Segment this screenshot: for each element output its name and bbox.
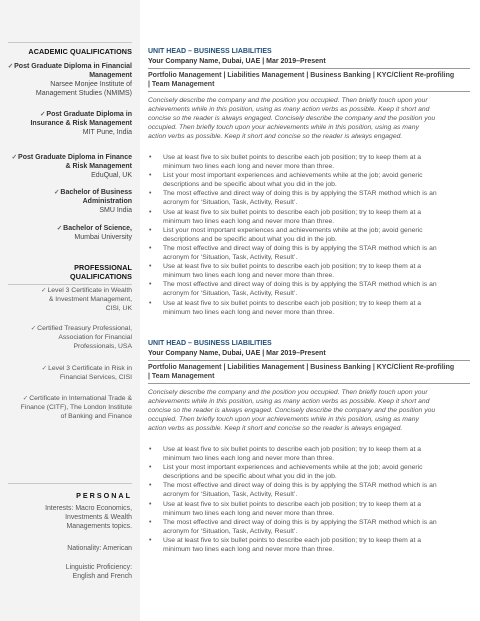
list-item: • List your most important experiences and achievements while at the job; avoid generic descriptions and be specific about what you did in the job. bbox=[149, 464, 423, 481]
professional-section-title: PROFESSIONAL QUALIFICATIONS bbox=[70, 263, 132, 281]
check-icon: ✓ bbox=[30, 325, 37, 332]
check-icon: ✓ bbox=[56, 225, 63, 232]
job-skills: Portfolio Management | Liabilities Management | Business Banking | KYC/Client Re-profiling | Team Management bbox=[148, 72, 455, 88]
divider bbox=[8, 284, 132, 285]
certification-item: ✓Level 3 Certificate in Wealth & Investment Management, CISI, UK bbox=[41, 287, 132, 312]
divider bbox=[148, 68, 470, 69]
list-item: • Use at least five to six bullet points to describe each job position; try to keep them at a minimum two lines each long and never more than three. bbox=[149, 536, 422, 554]
education-item: ✓Post Graduate Diploma in Financial Management Narsee Monjee Institute of Management Studies (NMIMS) bbox=[7, 63, 132, 97]
certification-item: ✓Certificate in International Trade & Finance (CITF), The London Institute of Banking and Finance bbox=[20, 395, 132, 420]
check-icon: ✓ bbox=[53, 189, 60, 196]
check-icon: ✓ bbox=[41, 365, 48, 372]
job-company: Your Company Name, Dubai, UAE | Mar 2019–Present bbox=[148, 58, 326, 65]
divider bbox=[8, 42, 132, 43]
list-item: • Use at least five to six bullet points to describe each job position; try to keep them at a minimum two lines each long and never more than three. bbox=[149, 500, 422, 517]
job-summary: Concisely describe the company and the position you occupied. Then briefly touch upon your achievements while in this position, using as many action verbs as possible. Keep it short and concise so the reader is always engaged. Concisely describe the company and the position you occupied. Then briefly touch upon your achievements while in this position, using as many action verbs as possible. Keep it short and concise so the reader is always engaged. bbox=[148, 389, 436, 433]
check-icon: ✓ bbox=[41, 287, 47, 294]
list-item: • List your most important experiences and achievements while at the job; avoid generic descriptions and be specific about what you did in the job. bbox=[149, 172, 423, 189]
certification-item: ✓Certified Treasury Professional, Association for Financial Professionals, USA bbox=[30, 325, 132, 350]
personal-item: Nationality: American bbox=[67, 545, 132, 552]
check-icon: ✓ bbox=[39, 111, 46, 118]
list-item: • List your most important experiences and achievements while at the job; avoid generic descriptions and be specific about what you did in the job. bbox=[149, 226, 423, 243]
divider bbox=[148, 360, 470, 361]
divider bbox=[8, 483, 132, 484]
job-company: Your Company Name, Dubai, UAE | Mar 2019–Present bbox=[148, 350, 326, 357]
check-icon: ✓ bbox=[11, 154, 18, 161]
check-icon: ✓ bbox=[22, 395, 29, 402]
job-bullets bbox=[148, 153, 470, 317]
job-skills: Portfolio Management | Liabilities Management | Business Banking | KYC/Client Re-profiling | Team Management bbox=[148, 364, 455, 380]
divider bbox=[148, 91, 470, 92]
education-item: ✓Post Graduate Diploma in Insurance & Risk Management MIT Pune, India bbox=[30, 111, 132, 136]
personal-item: Linguistic Proficiency: English and French bbox=[65, 564, 132, 580]
list-item: • Use at least five to six bullet points to describe each job position; try to keep them at a minimum two lines each long and never more than three. bbox=[149, 299, 422, 316]
list-item: • The most effective and direct way of doing this is by applying the STAR method which is an acronym for ‘Situation, Task, Activity, Result’. bbox=[149, 190, 437, 207]
job-summary: Concisely describe the company and the position you occupied. Then briefly touch upon your achievements while in this position, using as many action verbs as possible. Keep it short and concise so the reader is always engaged. Concisely describe the company and the position you occupied. Then briefly touch upon your achievements while in this position, using as many action verbs as possible. Keep it short and concise so the reader is always engaged. bbox=[148, 97, 436, 141]
list-item: • Use at least five to six bullet points to describe each job position; try to keep them at a minimum two lines each long and never more than three. bbox=[149, 446, 422, 463]
list-item: • Use at least five to six bullet points to describe each job position; try to keep them at a minimum two lines each long and never more than three. bbox=[149, 208, 422, 225]
sidebar bbox=[0, 0, 140, 621]
list-item: • The most effective and direct way of doing this is by applying the STAR method which is an acronym for ‘Situation, Task, Activity, Result’. bbox=[149, 518, 437, 535]
list-item: • Use at least five to six bullet points to describe each job position; try to keep them at a minimum two lines each long and never more than three. bbox=[149, 154, 422, 171]
personal-item: Interests: Macro Economics, Investments & Wealth Managements topics. bbox=[45, 505, 132, 530]
education-item: ✓Post Graduate Diploma in Finance & Risk Management EduQual, UK bbox=[11, 154, 132, 179]
list-item: • The most effective and direct way of doing this is by applying the STAR method which is an acronym for ‘Situation, Task, Activity, Result’. bbox=[149, 244, 437, 262]
job-bullets bbox=[148, 445, 470, 554]
list-item: • The most effective and direct way of doing this is by applying the STAR method which is an acronym for ‘Situation, Task, Activity, Result’. bbox=[149, 482, 437, 499]
job-title: UNIT HEAD – BUSINESS LIABILITIES bbox=[148, 48, 272, 55]
education-item: ✓Bachelor of Business Administration SMU India bbox=[53, 189, 132, 214]
list-item: • Use at least five to six bullet points to describe each job position; try to keep them at a minimum two lines each long and never more than three. bbox=[149, 263, 422, 280]
personal-section-title: PERSONAL bbox=[76, 491, 132, 500]
job-title: UNIT HEAD – BUSINESS LIABILITIES bbox=[148, 340, 272, 347]
academic-section-title: ACADEMIC QUALIFICATIONS bbox=[28, 47, 132, 56]
divider bbox=[148, 383, 470, 384]
education-item: ✓Bachelor of Science, Mumbai University bbox=[56, 225, 132, 241]
list-item: • The most effective and direct way of doing this is by applying the STAR method which is an acronym for ‘Situation, Task, Activity, Result’. bbox=[149, 281, 437, 298]
certification-item: ✓Level 3 Certificate in Risk in Financial Services, CISI bbox=[41, 365, 132, 381]
check-icon: ✓ bbox=[7, 63, 14, 70]
